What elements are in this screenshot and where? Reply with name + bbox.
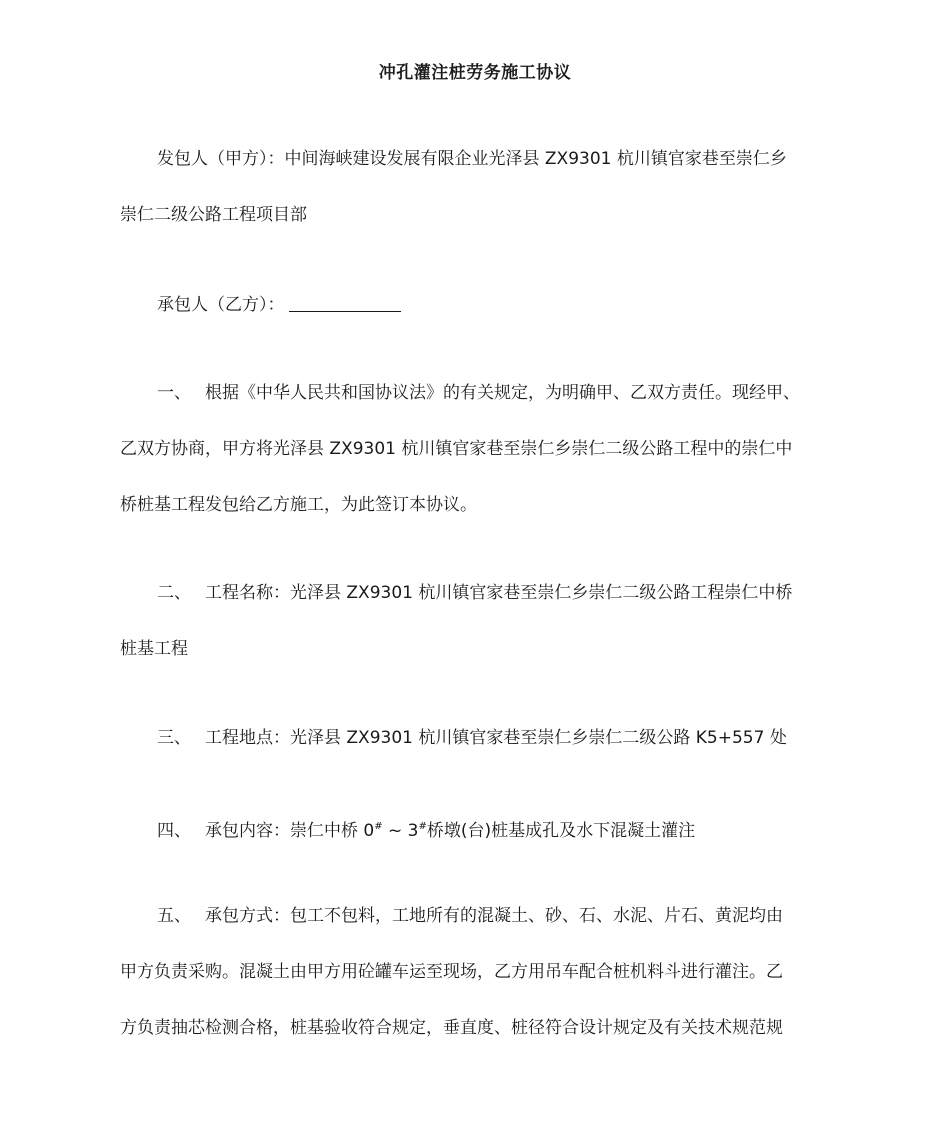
clause3-num: 三、 — [157, 728, 191, 748]
document-title: 冲孔灌注桩劳务施工协议 — [378, 63, 572, 83]
clause4-num: 四、 — [157, 821, 191, 841]
clause5-line2: 甲方负责采购。混凝土由甲方用砼罐车运至现场，乙方用吊车配合桩机料斗进行灌注。乙 — [120, 962, 783, 982]
clause4-text-a: 承包内容：崇仁中桥 0 — [205, 821, 375, 841]
clause1-text1: 根据《中华人民共和国协议法》的有关规定，为明确甲、乙双方责任。现经甲、 — [205, 383, 800, 403]
clause5-line3: 方负责抽芯检测合格，桩基验收符合规定，垂直度、桩径符合设计规定及有关技术规范规 — [120, 1018, 783, 1038]
clause5-num: 五、 — [157, 906, 191, 926]
clause4-line1 — [157, 815, 695, 843]
clause4-sup-b: # — [418, 821, 427, 832]
party-b-line — [157, 293, 401, 317]
clause2-line2: 桩基工程 — [120, 639, 188, 659]
party-b-label: 承包人（乙方）： — [157, 295, 285, 315]
clause2-text1: 工程名称：光泽县 ZX9301 杭川镇官家巷至崇仁乡崇仁二级公路工程崇仁中桥 — [205, 583, 793, 603]
clause4-text-c: 桥墩(台)桩基成孔及水下混凝土灌注 — [426, 821, 696, 841]
clause5-text1: 承包方式：包工不包料，工地所有的混凝土、砂、石、水泥、片石、黄泥均由 — [205, 906, 783, 926]
party-a-line2: 崇仁二级公路工程项目部 — [120, 205, 307, 225]
clause5-line1 — [157, 904, 783, 928]
clause1-line3: 桥桩基工程发包给乙方施工，为此签订本协议。 — [120, 495, 477, 515]
clause2-line1 — [157, 581, 792, 605]
clause1-line2: 乙双方协商，甲方将光泽县 ZX9301 杭川镇官家巷至崇仁乡崇仁二级公路工程中的崇仁中 — [120, 439, 793, 459]
clause4-text-b: ~ 3 — [382, 821, 419, 841]
party-b-blank — [289, 295, 401, 312]
clause3-text1: 工程地点：光泽县 ZX9301 杭川镇官家巷至崇仁乡崇仁二级公路 K5+557 处 — [205, 728, 787, 748]
clause4-sup-a: # — [374, 821, 383, 832]
clause3-line1 — [157, 726, 787, 750]
party-a-line1: 发包人（甲方）：中间海峡建设发展有限企业光泽县 ZX9301 杭川镇官家巷至崇仁乡 — [157, 149, 787, 169]
clause1-line1 — [157, 381, 800, 405]
clause2-num: 二、 — [157, 583, 191, 603]
clause1-num: 一、 — [157, 383, 191, 403]
